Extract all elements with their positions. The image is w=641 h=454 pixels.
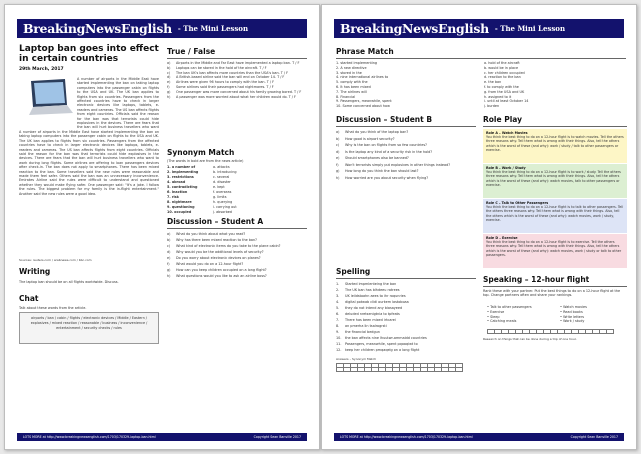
discussion-b-list: [336, 129, 478, 181]
phrase-item: h. assigned to it: [484, 94, 512, 99]
discussion-item: e) Do you worry about electronic devices on planes?: [167, 256, 261, 260]
phrase-item: 4. nine international airlines to: [336, 75, 389, 80]
role-title: Role A – Watch Movies: [486, 131, 528, 135]
role-text: You think the best thing to do on a 12-hour flight is to work / study. Tell the others three reasons why. Tell them what is wrong with their things. Also, tell the others which is the worst of these (and why): watch movies, talk to other passengers or exercise.: [486, 170, 621, 187]
ranking-grid: [487, 329, 614, 334]
rank-item: • Exercise: [487, 309, 505, 314]
role-card-c: [483, 199, 627, 233]
rank-item: • Sleep: [487, 314, 500, 319]
role-text: You think the best thing to do on a 12-hour flight is to watch movies. Tell the others three reasons why. Tell them what is wrong with their things. Also, tell the others which is the worst of these (and why): work / study / talk to other passengers or exercise.: [486, 135, 624, 152]
spelling-item: 3. UK leiidstoahn aees to ihr roqunries: [336, 294, 406, 298]
discussion-item: g) How long do you think the ban should last?: [336, 169, 419, 173]
phrase-item: 10. Some concerned about how: [336, 104, 390, 109]
worksheet-page-1: [4, 4, 320, 450]
banner: [17, 19, 307, 38]
writing-text: The laptop ban should be on all flights worldwide. Discuss.: [19, 280, 119, 284]
phrase-left-list: [336, 61, 476, 109]
discussion-item: a) What do you think about what you read?: [167, 232, 246, 236]
divider: [483, 126, 627, 127]
discussion-item: h) What questions would you like to ask an airline boss?: [167, 274, 267, 278]
phrase-item: j. burden: [484, 104, 500, 109]
discussion-item: b) Why has there been mixed reaction to the ban?: [167, 238, 257, 242]
discussion-item: h) How worried are you about security when flying?: [336, 175, 429, 180]
discussion-item: b) How good is airport security?: [336, 136, 395, 141]
synonym-match-title: Synonym Match: [167, 148, 235, 157]
role-title: Role B – Work / Study: [486, 166, 526, 170]
speaking-footnote: Research on things that can be done during a trip of one hour.: [483, 337, 577, 341]
rank-item: • Write letters: [560, 314, 585, 319]
footer: [17, 433, 307, 441]
rank-item: • Watch movies: [560, 305, 587, 309]
synonym-row: 9. questioning i. carrying out: [167, 205, 237, 209]
role-play-title: Role Play: [483, 115, 522, 124]
role-title: Role D – Exercise: [486, 236, 518, 240]
spelling-item: 9. the financial bedgun: [336, 330, 380, 334]
divider: [336, 278, 476, 279]
discussion-item: c) What kind of electronic items do you take to the plane cabin?: [167, 244, 281, 248]
headline: Laptop ban goes into effect in certain countries: [19, 44, 159, 64]
divider: [336, 126, 476, 127]
tf-item: e) Airlines were given 96 hours to comply with the ban. T / F: [167, 80, 275, 85]
answers-label: Answers – Synonym Match: [336, 357, 377, 361]
discussion-item: a) What do you think of the laptop ban?: [336, 130, 409, 134]
discussion-item: g) How can you keep children occupied on a long flight?: [167, 268, 267, 272]
spelling-item: 4. digital potwab clidi ourkem lastoboaa: [336, 300, 409, 304]
brand-subtitle: - The Mini Lesson: [177, 24, 249, 33]
synonym-row: 10. occupied j. absorbed: [167, 210, 232, 214]
tf-item: c) The ban UK's ban affects more countries than the USA's ban. T / F: [167, 70, 289, 75]
writing-title: Writing: [19, 267, 51, 276]
synonym-row: 4. abroad d. disaster: [167, 180, 231, 184]
role-card-d: [483, 234, 627, 268]
phrase-item: 2. A new directive: [336, 65, 367, 70]
phrase-item: c. her children occupied: [484, 70, 525, 75]
spelling-title: Spelling: [336, 267, 371, 276]
discussion-item: f) What would you do on a 12-hour flight?: [167, 262, 244, 266]
discussion-a-list: [167, 231, 307, 279]
phrase-item: e. the ban: [484, 80, 502, 85]
speaking-left-list: [487, 305, 557, 324]
spelling-item: 10. the ban affects nine lhuutwr-ammaidd countries: [336, 336, 427, 340]
phrase-match-title: Phrase Match: [336, 47, 394, 56]
tf-item: f) Some airlines said their passengers had nightmares. T / F: [167, 84, 274, 89]
spelling-item: 8. an pmerha lin tsalrogrsti: [336, 324, 387, 328]
sources: Sources: reuters.com / arabnews.com / bbc.com: [19, 258, 92, 262]
discussion-b-title: Discussion – Student B: [336, 115, 433, 124]
spelling-item: 11. Passengers, meanwhile, spent pqoaqiwt to: [336, 342, 418, 346]
phrase-item: f. to comply with the: [484, 84, 519, 89]
tf-item: g) One passenger was more concerned about his family growing bored. T / F: [167, 89, 302, 94]
discussion-a-title: Discussion – Student A: [167, 217, 264, 226]
answers-grid: [336, 363, 463, 372]
role-title: Role C – Talk to Other Passengers: [486, 201, 549, 205]
article-text-top: A number of airports in the Middle East have started implementing the ban on taking laptop computers into the passenger cabin on flights to the USA and UK. The UK ban applies to flights from six countries. Passengers from the affected countries have to check in larger electronic devices like laptops, tablets, e-readers and cameras. The US ban affects flights from eight countries. Officials said the reason for the ban was that terrorists could hide explosives in the devices. There are fears that the ban will hurt business travellers who want: [77, 77, 159, 129]
spelling-item: 2. The UK ban has blhdeeu ratrees: [336, 288, 400, 292]
spelling-list: [336, 281, 478, 353]
rank-item: • Work / study: [560, 319, 585, 324]
phrase-item: 8. Financial: [336, 94, 356, 99]
speaking-title: Speaking – 12-hour flight: [483, 275, 590, 284]
divider: [167, 228, 307, 229]
footer-copyright: Copyright Sean Banville 2017: [253, 435, 301, 439]
discussion-item: e) Should smartphones also be banned?: [336, 156, 409, 160]
synonym-list: [167, 165, 307, 215]
laptop-image: [25, 77, 73, 117]
synonym-row: 7. risk g. limits: [167, 195, 227, 199]
brand-subtitle: - The Mini Lesson: [494, 24, 566, 33]
footer-copyright: Copyright Sean Banville 2017: [570, 435, 618, 439]
footer-link[interactable]: LOTS MORE at http://www.breakingnewsenglish.com/1703/170329-laptop-ban.html: [340, 435, 473, 439]
phrase-item: 1. started implementing: [336, 61, 378, 65]
tf-item: d) A British-based airline said the ban will end on October 14. T / F: [167, 75, 285, 80]
discussion-item: f) Won't terrorists simply put explosives in other things instead?: [336, 162, 451, 167]
discussion-item: d) Why would you be the additional levels of security?: [167, 250, 264, 254]
speaking-text: Rank these with your partner. Put the best things to do on a 12-hour flight at the top. Change partners often and share your rankings.: [483, 289, 621, 298]
synonym-subtitle: (The words in bold are from the news article): [167, 159, 244, 163]
tf-item: b) Laptops can be stored in the hold of the aircraft. T / F: [167, 65, 267, 70]
phrase-item: 7. The airlines will: [336, 89, 367, 94]
spelling-item: 12. keep her children pmqaqelg on a long flight: [336, 348, 420, 352]
spelling-item: 7. There has been mixed irtcarei: [336, 318, 396, 322]
divider: [336, 58, 626, 59]
discussion-item: d) Is the laptop any kind of a security risk in the hold?: [336, 149, 433, 154]
footer-link[interactable]: LOTS MORE at http://www.breakingnewsenglish.com/1703/170329-laptop-ban.html: [23, 435, 156, 439]
spelling-item: 1. Started impmlenteing the ban: [336, 282, 397, 286]
chat-title: Chat: [19, 294, 39, 303]
true-false-list: [167, 61, 307, 99]
rank-item: • Catching meals: [487, 319, 517, 324]
synonym-row: 2. implementing b. introducing: [167, 170, 237, 174]
role-card-b: [483, 164, 627, 198]
synonym-row: 6. inaction f. overseas: [167, 190, 232, 194]
article-date: 29th March, 2017: [19, 67, 64, 72]
spelling-item: 5. they do not intend any biasayeed: [336, 306, 403, 310]
phrase-item: 6. It has been mixed: [336, 84, 371, 89]
role-card-a: [483, 129, 627, 163]
phrase-item: i. until at least October 14: [484, 99, 529, 104]
phrase-item: b. would be in place: [484, 65, 519, 70]
chat-words: airports / ban / cabin / flights / electronic devices / Middle / Eastern / explosives / mixed reaction / reasonable / business / inconvenience / entertainment / security checks / rules: [30, 316, 148, 330]
brand-name: BreakingNewsEnglish: [23, 21, 172, 36]
article-text: A number of airports in the Middle East have started implementing the ban on taking laptop computers into the passenger cabin on flights to the USA and UK. The UK ban applies to flights from six countries. Passengers from the affected countries have to check in larger electronic devices like laptops, tablets, e-readers and cameras. The US ban affects flights from eight countries. Officials said the reason for the ban was that terrorists could hide explosives in the devices. There are fears that the ban will hurt business travellers who want to work during long flights. Some airlines are offering to loan passengers devices after check-in. The ban does not apply to smartphones. There has been mixed reaction to the ban. Some travellers said the new rules were reasonable and made them feel safer. Others said the ban was an unnecessary inconvenience. Emirates Airline said the rules were difficult to understand and questioned whether they would make flying safer. One passenger said: "It's a joke. I follow the rules. The biggest problem for my family is the in-flight entertainment." Another said the new rules were a good idea.: [19, 130, 159, 196]
phrase-item: a. hold of the aircraft: [484, 61, 520, 65]
speaking-right-list: [560, 305, 626, 324]
divider: [483, 286, 627, 287]
footer: [334, 433, 624, 441]
synonym-row: 1. a number of a. attacks: [167, 165, 230, 169]
synonym-row: 3. restrictions c. several: [167, 175, 230, 179]
tf-item: h) A passenger was more worried about what her children would do. T / F: [167, 94, 296, 99]
phrase-right-list: [484, 61, 624, 109]
rank-item: • Read books: [560, 309, 583, 314]
discussion-item: c) Why is the ban on flights from so few countries?: [336, 143, 427, 147]
synonym-row: 5. contradicting e. kept: [167, 185, 225, 189]
role-text: You think the best thing to do on a 12-hour flight is to talk to other passengers. Tell the others three reasons why. Tell them what is wrong with their things. Also, tell the others which is the worst of these (and why): watch movies, work / study, exercise.: [486, 205, 624, 222]
phrase-item: d. reaction to the ban: [484, 75, 521, 80]
worksheet-page-2: [321, 4, 637, 450]
phrase-item: 5. comply with the: [336, 80, 368, 85]
phrase-item: g. from the USA and UK: [484, 89, 525, 94]
chat-words-box: [19, 312, 159, 344]
phrase-item: 9. Passengers, meanwhile, spent: [336, 99, 392, 104]
chat-text: Talk about these words from the article.: [19, 306, 87, 310]
phrase-item: 3. stored in the: [336, 70, 362, 75]
divider: [167, 58, 307, 59]
brand-name: BreakingNewsEnglish: [340, 21, 489, 36]
true-false-title: True / False: [167, 47, 216, 56]
spelling-item: 6. deluded nretsenigtnia to tpfeats: [336, 312, 400, 316]
role-text: You think the best thing to do on a 12-hour flight is to exercise. Tell the others three reasons why. Tell them what is wrong with their things. Also, tell the others which is the worst of these (and why): watch movies, work / study or talk to other passengers.: [486, 240, 622, 257]
rank-item: • Talk to other passengers: [487, 305, 532, 309]
tf-item: a) Airports in the Middle and Far East have implemented a laptop ban. T / F: [167, 61, 300, 65]
banner: [334, 19, 624, 38]
synonym-row: 8. nightmare h. querying: [167, 200, 233, 204]
